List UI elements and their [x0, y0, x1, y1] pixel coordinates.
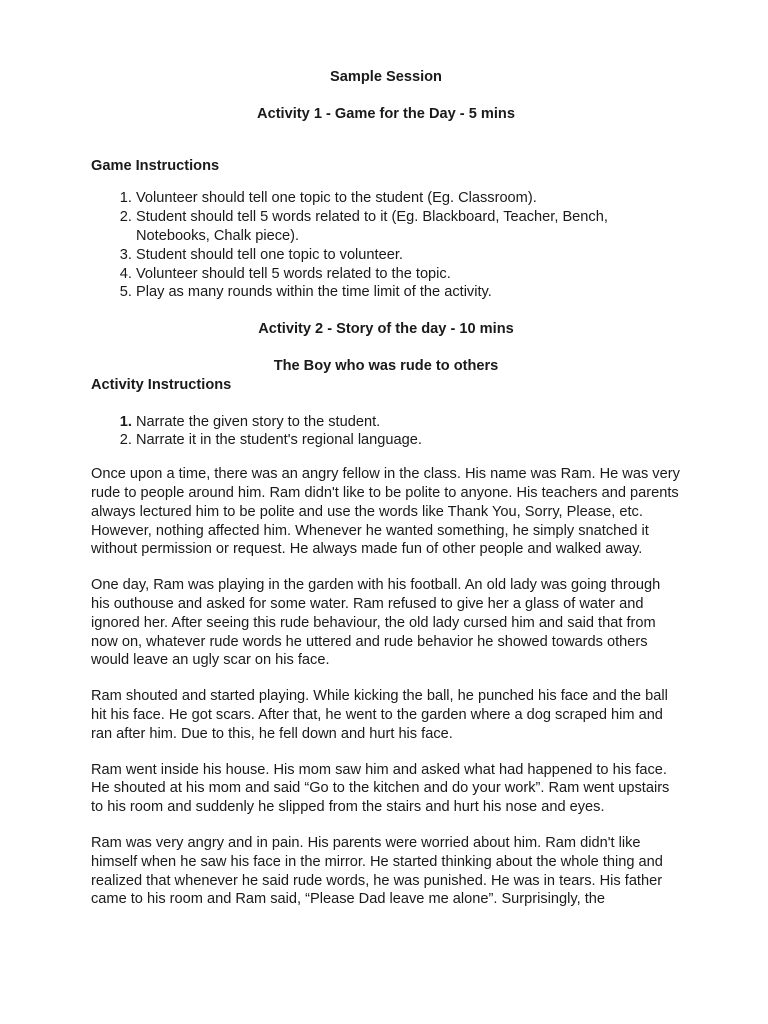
list-item: 5. Play as many rounds within the time limit of the activity.	[136, 283, 681, 302]
list-item: 4. Volunteer should tell 5 words related to the topic.	[136, 265, 681, 284]
activity-instructions-heading: Activity Instructions	[91, 376, 232, 393]
activity-instructions-list	[91, 413, 681, 451]
list-item: 1. Narrate the given story to the student.	[136, 413, 681, 432]
list-item: 1. Volunteer should tell one topic to the student (Eg. Classroom).	[136, 189, 681, 208]
activity2-heading: Activity 2 - Story of the day - 10 mins	[258, 321, 514, 338]
story-paragraph: Once upon a time, there was an angry fellow in the class. His name was Ram. He was very rude to people around him. Ram didn't like to be polite to anyone. His teachers and parents always lectured him to be polite and use the words like Thank You, Sorry, Please, etc. However, nothing affected him. Whenever he wanted something, he simply snatched it without permission or request. He always made fun of other people and walked away.	[91, 466, 680, 558]
game-instructions-list	[91, 189, 681, 302]
story-paragraph: Ram was very angry and in pain. His parents were worried about him. Ram didn't like himself when he saw his face in the mirror. He started thinking about the whole thing and realized that whenever he said rude words, he was punished. He was in tears. His father came to his room and Ram said, “Please Dad leave me alone”. Surprisingly, the	[91, 834, 663, 908]
list-item: 2. Student should tell 5 words related to it (Eg. Blackboard, Teacher, Bench, Notebooks, Chalk piece).	[136, 208, 681, 246]
list-item: 2. Narrate it in the student's regional language.	[136, 431, 681, 450]
story-paragraph: One day, Ram was playing in the garden with his football. An old lady was going through his outhouse and asked for some water. Ram refused to give her a glass of water and ignored her. After seeing this rude behaviour, the old lady cursed him and said that from now on, whatever rude words he uttered and rude behavior he showed towards others would leave an ugly scar on his face.	[91, 577, 661, 669]
document-title: Sample Session	[330, 69, 442, 85]
activity1-heading: Activity 1 - Game for the Day - 5 mins	[257, 105, 515, 122]
story-paragraph: Ram went inside his house. His mom saw him and asked what had happened to his face. He shouted at his mom and said “Go to the kitchen and do your work”. Ram went upstairs to his room and suddenly he slipped from the stairs and hurt his nose and eyes.	[91, 761, 670, 816]
game-instructions-heading: Game Instructions	[91, 157, 220, 174]
story-paragraph: Ram shouted and started playing. While kicking the ball, he punched his face and the ball hit his face. He got scars. After that, he went to the garden where a dog scraped him and ran after him. Due to this, he fell down and hurt his face.	[91, 688, 668, 742]
list-item: 3. Student should tell one topic to volunteer.	[136, 246, 681, 265]
document-content	[91, 66, 681, 909]
story-title: The Boy who was rude to others	[273, 357, 499, 374]
